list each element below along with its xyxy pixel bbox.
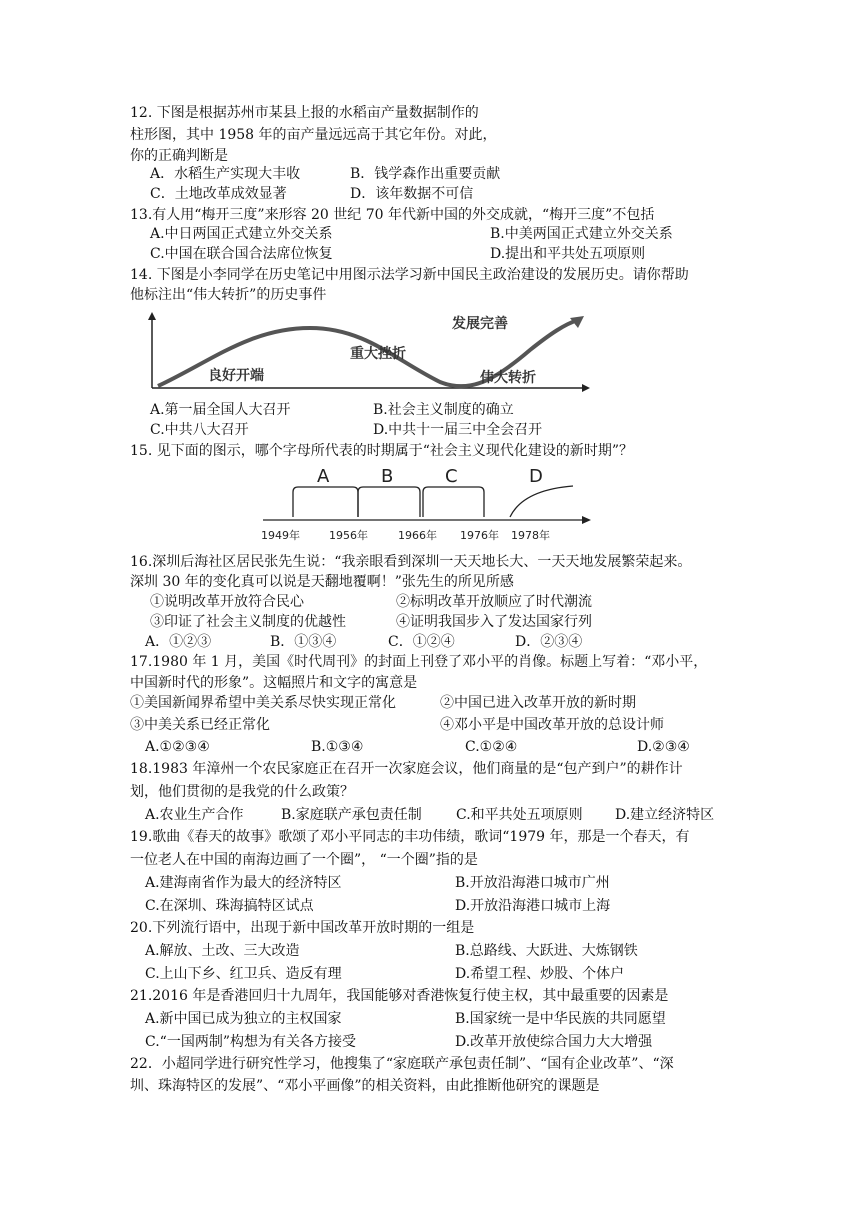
q17-statement-1: ①美国新闻界希望中美关系尽快实现正常化 xyxy=(130,695,396,711)
q19-option-d: D.开放沿海港口城市上海 xyxy=(455,898,611,914)
timeline-year-1956: 1956年 xyxy=(329,529,368,542)
q20-option-c: C.上山下乡、红卫兵、造反有理 xyxy=(145,966,342,982)
q17-stem-line1: 17.1980 年 1 月，美国《时代周刊》的封面上刊登了邓小平的肖像。标题上写着：“邓小平， xyxy=(130,654,708,670)
q20-option-d: D.希望工程、炒股、个体户 xyxy=(455,966,625,982)
q17-stem-line2: 中国新时代的形象”。这幅照片和文字的寓意是 xyxy=(130,675,418,691)
q22-stem-line2: 圳、珠海特区的发展”、“邓小平画像”的相关资料，由此推断他研究的课题是 xyxy=(130,1078,600,1094)
q12-option-b: B．钱学森作出重要贡献 xyxy=(350,166,501,182)
q14-stem-line1: 14. 下图是小李同学在历史笔记中用图示法学习新中国民主政治建设的发展历史。请你帮助 xyxy=(130,267,689,283)
q16-statement-4: ④证明我国步入了发达国家行列 xyxy=(396,614,592,630)
q16-stem-line2: 深圳 30 年的变化真可以说是天翻地覆啊！”张先生的所见所感 xyxy=(130,574,514,590)
q13-option-a: A.中日两国正式建立外交关系 xyxy=(150,226,333,242)
q16-statement-2: ②标明改革开放顺应了时代潮流 xyxy=(396,594,592,610)
fig-label-setback: 重大挫折 xyxy=(350,346,406,362)
q16-statement-3: ③印证了社会主义制度的优越性 xyxy=(150,614,346,630)
q14-option-b: B.社会主义制度的确立 xyxy=(373,402,514,418)
democracy-development-diagram xyxy=(140,310,590,392)
q17-option-a: A.①②③④ xyxy=(145,739,210,755)
q18-option-d: D.建立经济特区 xyxy=(615,807,715,823)
timeline-year-1978: 1978年 xyxy=(511,529,550,542)
q16-option-b: B．①③④ xyxy=(270,634,337,650)
timeline-letter-a: A xyxy=(317,466,330,487)
fig-label-mature: 发展完善 xyxy=(452,316,508,332)
period-timeline-diagram xyxy=(255,462,595,544)
timeline-year-1966: 1966年 xyxy=(398,529,437,542)
timeline-letter-d: D xyxy=(529,466,543,487)
q19-option-b: B.开放沿海港口城市广州 xyxy=(455,875,610,891)
q21-option-b: B.国家统一是中华民族的共同愿望 xyxy=(455,1011,666,1027)
q16-option-a: A．①②③ xyxy=(145,634,212,650)
q15-stem: 15. 见下面的图示，哪个字母所代表的时期属于“社会主义现代化建设的新时期”？ xyxy=(130,443,634,459)
q14-option-d: D.中共十一届三中全会召开 xyxy=(373,422,543,438)
q16-option-d: D．②③④ xyxy=(515,634,583,650)
timeline-letter-b: B xyxy=(381,466,394,487)
q16-option-c: C．①②④ xyxy=(388,634,455,650)
q17-statement-3: ③中美关系已经正常化 xyxy=(130,717,270,733)
q19-stem-line1: 19.歌曲《春天的故事》歌颂了邓小平同志的丰功伟绩，歌词“1979 年，那是一个春天，有 xyxy=(130,829,690,845)
q18-option-b: B.家庭联产承包责任制 xyxy=(281,807,422,823)
q16-stem-line1: 16.深圳后海社区居民张先生说：“我亲眼看到深圳一天天地长大、一天天地发展繁荣起来。 xyxy=(130,554,692,570)
q22-stem-line1: 22．小超同学进行研究性学习，他搜集了“家庭联产承包责任制”、“国有企业改革”、“深 xyxy=(130,1056,674,1072)
q13-stem: 13.有人用“梅开三度”来形容 20 世纪 70 年代新中国的外交成就，“梅开三度”不包括 xyxy=(130,207,655,223)
q18-stem-line2: 划，他们贯彻的是我党的什么政策？ xyxy=(130,784,354,800)
q18-option-a: A.农业生产合作 xyxy=(145,807,244,823)
q21-option-a: A.新中国已成为独立的主权国家 xyxy=(145,1011,342,1027)
timeline-year-1949: 1949年 xyxy=(261,529,300,542)
q14-option-a: A.第一届全国人大召开 xyxy=(150,402,291,418)
q20-stem: 20.下列流行语中，出现于新中国改革开放时期的一组是 xyxy=(130,920,475,936)
fig-label-start: 良好开端 xyxy=(208,368,264,384)
q21-option-c: C.“一国两制”构想为有关各方接受 xyxy=(145,1034,356,1050)
q21-stem: 21.2016 年是香港回归十九周年，我国能够对香港恢复行使主权，其中最重要的因素是 xyxy=(130,988,669,1004)
q14-option-c: C.中共八大召开 xyxy=(150,422,249,438)
q12-stem-line1: 12. 下图是根据苏州市某县上报的水稻亩产量数据制作的 xyxy=(130,105,479,121)
q17-option-c: C.①②④ xyxy=(465,739,518,755)
q13-option-d: D.提出和平共处五项原则 xyxy=(490,246,646,262)
q19-stem-line2: 一位老人在中国的南海边画了一个圈”， “一个圈”指的是 xyxy=(130,852,478,868)
q13-option-c: C.中国在联合国合法席位恢复 xyxy=(150,246,333,262)
q19-option-a: A.建海南省作为最大的经济特区 xyxy=(145,875,342,891)
q14-stem-line2: 他标注出“伟大转折”的历史事件 xyxy=(130,287,327,303)
q17-statement-4: ④邓小平是中国改革开放的总设计师 xyxy=(440,717,664,733)
q17-option-d: D.②③④ xyxy=(637,739,690,755)
q13-option-b: B.中美两国正式建立外交关系 xyxy=(490,226,673,242)
q17-option-b: B.①③④ xyxy=(311,739,364,755)
q12-option-a: A．水稻生产实现大丰收 xyxy=(150,166,301,182)
q20-option-b: B.总路线、大跃进、大炼钢铁 xyxy=(455,943,638,959)
timeline-year-1976: 1976年 xyxy=(460,529,499,542)
timeline-letter-c: C xyxy=(445,466,458,487)
q19-option-c: C.在深圳、珠海搞特区试点 xyxy=(145,898,314,914)
q17-statement-2: ②中国已进入改革开放的新时期 xyxy=(440,695,636,711)
q12-option-d: D．该年数据不可信 xyxy=(350,186,474,202)
q12-option-c: C．土地改革成效显著 xyxy=(150,186,287,202)
q12-stem-line3: 你的正确判断是 xyxy=(130,148,228,164)
q18-stem-line1: 18.1983 年漳州一个农民家庭正在召开一次家庭会议，他们商量的是“包产到户”的耕作计 xyxy=(130,761,683,777)
q18-option-c: C.和平共处五项原则 xyxy=(456,807,583,823)
q20-option-a: A.解放、土改、三大改造 xyxy=(145,943,300,959)
fig-label-turn: 伟大转折 xyxy=(480,370,536,386)
q21-option-d: D.改革开放使综合国力大大增强 xyxy=(455,1034,653,1050)
q16-statement-1: ①说明改革开放符合民心 xyxy=(150,594,304,610)
q12-stem-line2: 柱形图，其中 1958 年的亩产量远远高于其它年份。对此， xyxy=(130,127,497,143)
